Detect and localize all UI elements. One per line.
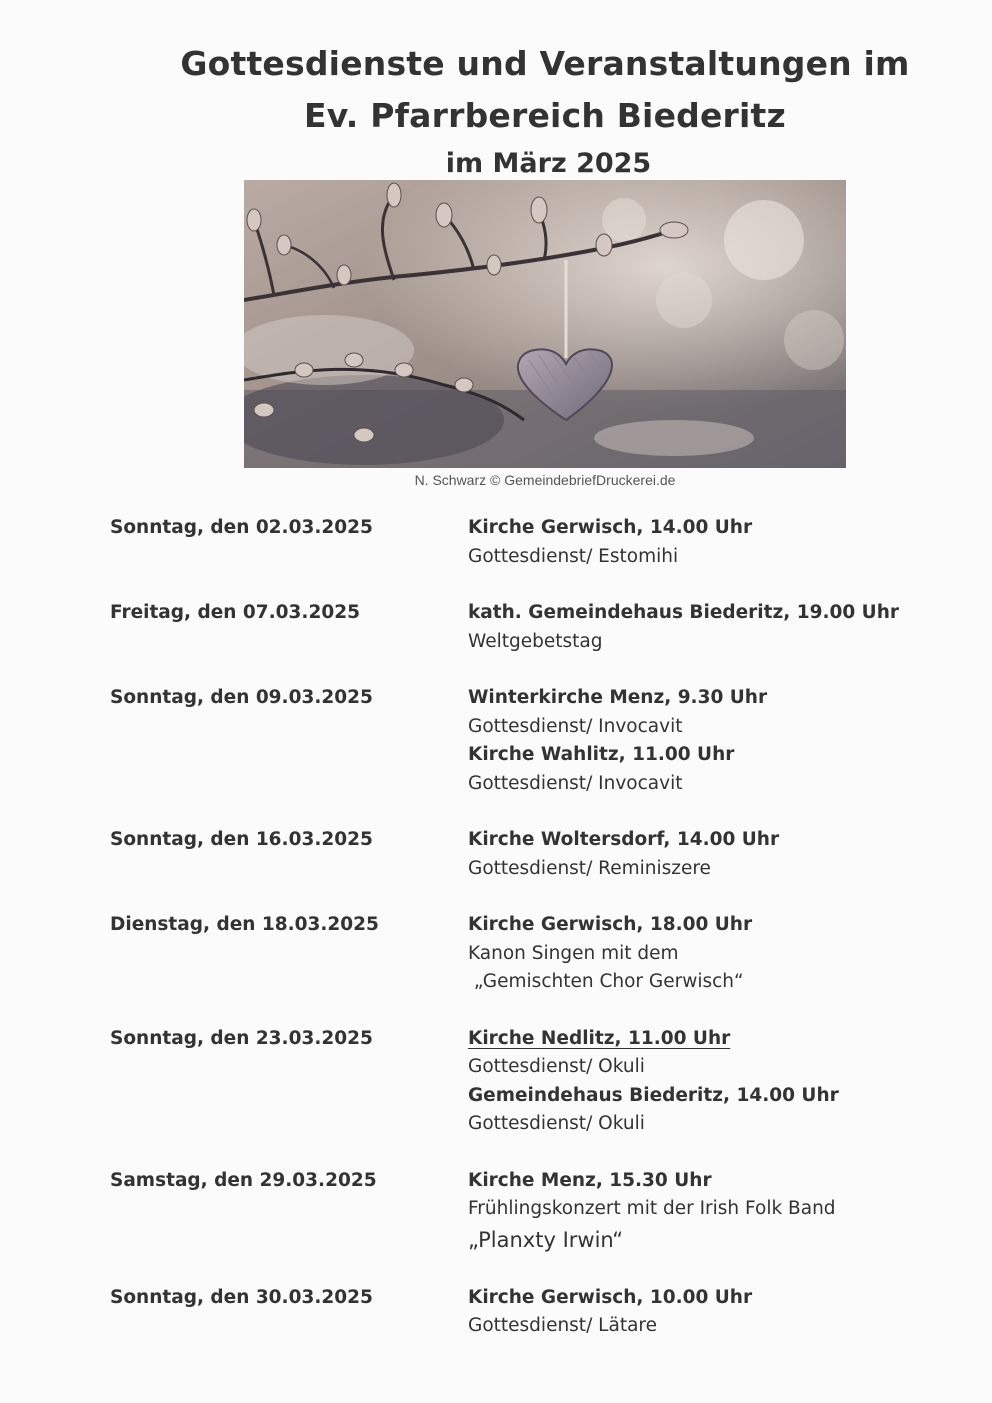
event-location: Winterkirche Menz, 9.30 Uhr	[468, 687, 768, 708]
event-date: Samstag, den 29.03.2025	[110, 1169, 377, 1191]
event-details	[468, 514, 930, 571]
event-description: Gottesdienst/ Estomihi	[468, 545, 679, 567]
heart-on-branch-image	[244, 180, 846, 468]
event-description: Gottesdienst/ Invocavit	[468, 772, 683, 794]
event-details	[468, 684, 930, 798]
event-date: Sonntag, den 02.03.2025	[110, 517, 373, 538]
event-description: Weltgebetstag	[468, 630, 603, 652]
event-details	[468, 1025, 930, 1139]
event-date: Sonntag, den 30.03.2025	[110, 1286, 373, 1308]
event-details	[468, 1284, 930, 1341]
event-description: Kanon Singen mit dem	[468, 942, 679, 964]
event-location: Kirche Gerwisch, 18.00 Uhr	[468, 914, 753, 935]
event-details	[468, 599, 930, 656]
event-item	[110, 599, 930, 656]
event-item	[110, 1284, 930, 1341]
event-location: Kirche Wahlitz, 11.00 Uhr	[468, 744, 735, 765]
event-location: Kirche Gerwisch, 14.00 Uhr	[468, 517, 753, 538]
event-date: Dienstag, den 18.03.2025	[110, 914, 379, 935]
event-location: Kirche Gerwisch, 10.00 Uhr	[468, 1286, 753, 1308]
event-details	[468, 1167, 930, 1256]
event-description: Gottesdienst/ Okuli	[468, 1056, 645, 1077]
page-header	[0, 38, 992, 186]
photo-caption: N. Schwarz © GemeindebriefDruckerei.de	[414, 472, 676, 488]
event-date: Freitag, den 07.03.2025	[110, 602, 360, 623]
event-details	[468, 911, 930, 997]
event-description: Gottesdienst/ Invocavit	[468, 715, 683, 737]
event-description: Gottesdienst/ Reminiszere	[468, 857, 711, 879]
event-location: Kirche Nedlitz, 11.00 Uhr	[468, 1027, 731, 1049]
band-name: „Planxty Irwin“	[468, 1227, 624, 1252]
event-item	[110, 514, 930, 571]
page-title-line-1: Gottesdienste und Veranstaltungen im	[180, 44, 910, 83]
event-date: Sonntag, den 09.03.2025	[110, 687, 373, 708]
event-date: Sonntag, den 23.03.2025	[110, 1027, 373, 1049]
event-item	[110, 911, 930, 997]
event-item	[110, 1025, 930, 1139]
event-location: kath. Gemeindehaus Biederitz, 19.00 Uhr	[468, 602, 900, 623]
event-date: Sonntag, den 16.03.2025	[110, 829, 373, 850]
event-description: Gottesdienst/ Lätare	[468, 1315, 657, 1336]
page-title-line-2: Ev. Pfarrbereich Biederitz	[304, 96, 786, 135]
event-description: „Gemischten Chor Gerwisch“	[468, 971, 744, 992]
event-item	[110, 684, 930, 798]
event-description: Gottesdienst/ Okuli	[468, 1113, 645, 1134]
event-location: Gemeindehaus Biederitz, 14.00 Uhr	[468, 1084, 839, 1106]
header-photo	[244, 180, 846, 468]
page-subtitle-month: im März 2025	[445, 148, 652, 179]
event-item	[110, 1167, 930, 1256]
event-list	[110, 514, 930, 1369]
event-description: Frühlingskonzert mit der Irish Folk Band	[468, 1198, 836, 1219]
event-location: Kirche Woltersdorf, 14.00 Uhr	[468, 829, 780, 850]
event-details	[468, 826, 930, 883]
event-location: Kirche Menz, 15.30 Uhr	[468, 1169, 712, 1191]
event-item	[110, 826, 930, 883]
